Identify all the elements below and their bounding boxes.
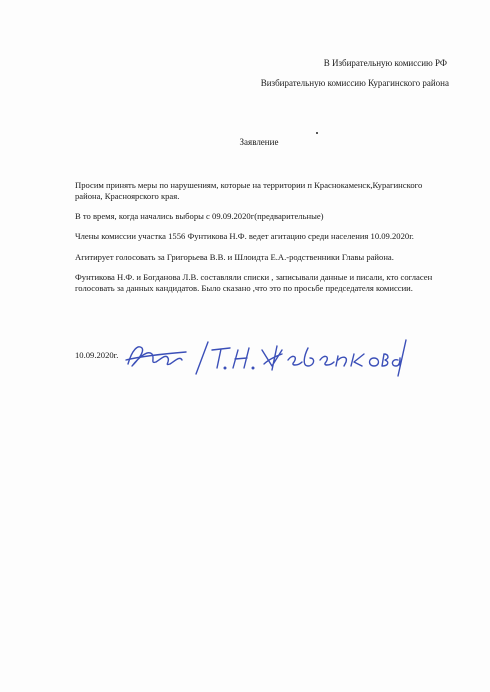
paragraph-election-start: В то время, когда начались выборы с 09.09.2020г(предварительные) [75,211,324,221]
ink-speck [316,132,318,134]
paragraph-voter-lists: Фунтикова Н.Ф. и Богданова Л.В. составляли списки , записывали данные и писали, кто согласен голосовать за данных кандидатов. Было сказано ,что это по просьбе председателя комиссии. [75,272,433,293]
paragraph-commission-member: Члены комиссии участка 1556 Фунтикова Н.Ф. ведет агитацию среди населения 10.09.2020г. [75,231,414,241]
document-title: Заявление [239,137,279,147]
addressee-line-2: Визбирательную комиссию Курагинского района [260,78,449,88]
document-date: 10.09.2020г. [75,350,119,360]
addressee-line-1: В Избирательную комиссию РФ [323,58,447,68]
handwritten-signature [122,336,407,378]
paragraph-violations: Просим принять меры по нарушениям, которые на территории п Краснокаменск,Курагинского района, Красноярского края. [75,180,423,201]
paragraph-agitation: Агитирует голосовать за Григорьева В.В. и Шлоидта Е.А.-родственники Главы района. [75,252,394,262]
